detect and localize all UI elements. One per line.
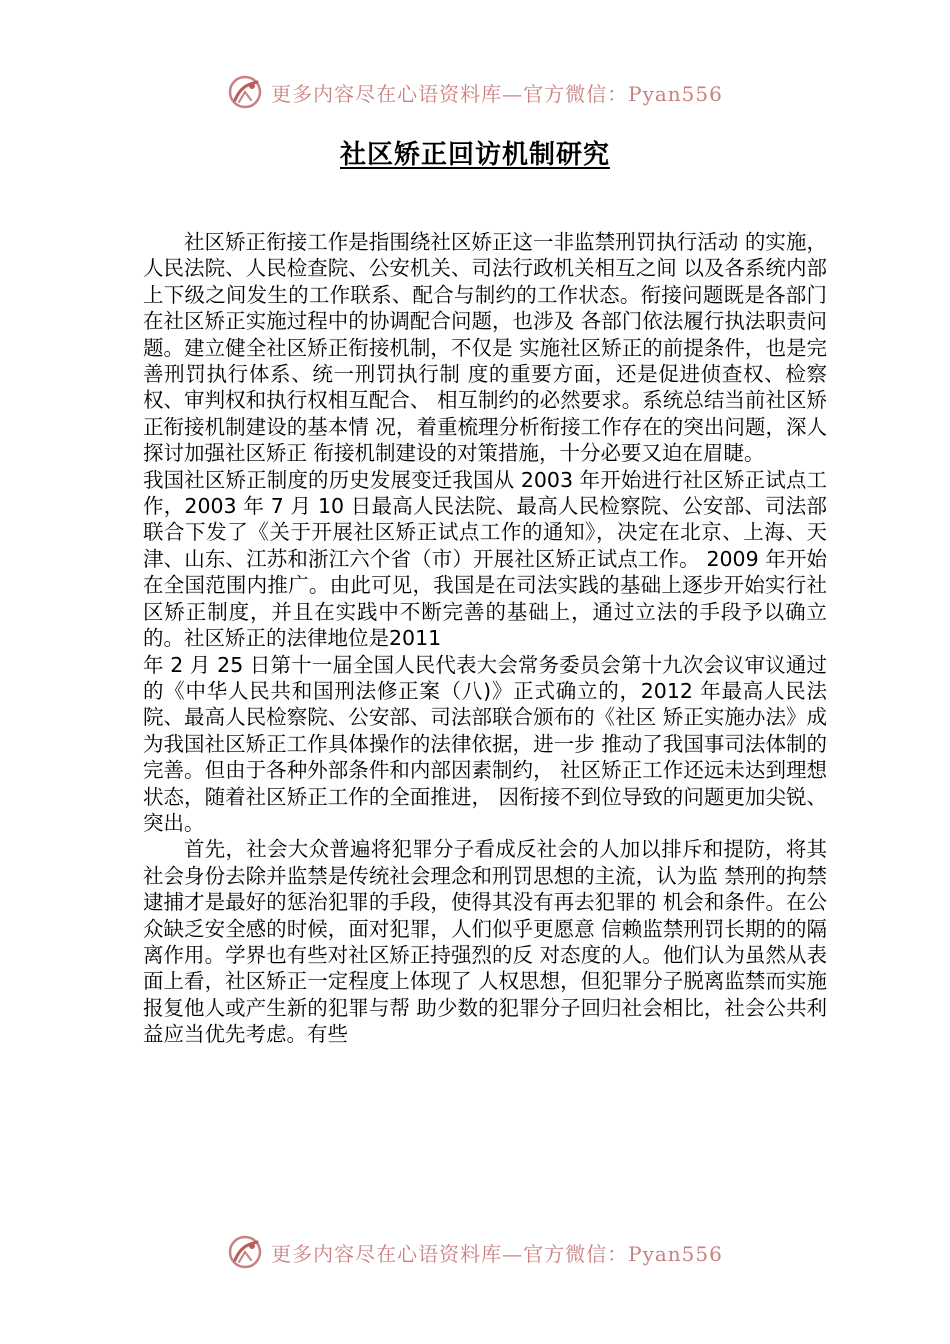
header-watermark xyxy=(0,72,950,112)
paragraph-4: 首先，社会大众普遍将犯罪分子看成反社会的人加以排斥和提防，将其社会身份去除并监禁是传统社会理念和刑罚思想的主流，认为监 禁刑的拘禁逮捕才是最好的惩治犯罪的手段，使得其没有再去犯罪的 机会和条件。在公众缺乏安全感的时候，面对犯罪，人们似乎更愿意 信赖监禁刑罚长期的的隔离作用。学界也有些对社区矫正持强烈的反 对态度的人。他们认为虽然从表面上看，社区矫正一定程度上体现了 人权思想，但犯罪分子脱离监禁而实施报复他人或产生新的犯罪与帮 助少数的犯罪分子回归社会相比，社会公共利益应当优先考虑。有些 xyxy=(143,837,827,1047)
footer-watermark xyxy=(0,1232,950,1272)
document-title: 社区矫正回访机制研究 xyxy=(339,140,610,170)
watermark-text: 更多内容尽在心语资料库—官方微信：Pyan556 xyxy=(271,1241,723,1266)
paragraph-1: 社区矫正衔接工作是指围绕社区娇正这一非监禁刑罚执行活动 的实施，人民法院、人民检查院、公安机关、司法行政机关相互之间 以及各系统内部上下级之间发生的工作联系、配合与制约的工作状态。衔接问题既是各部门在社区矫正实施过程中的协调配合问题，也涉及 各部门依法履行执法职责问题。建立健全社区矫正衔接机制，不仅是 实施社区矫正的前提条件，也是完善刑罚执行体系、统一刑罚执行制 度的重要方面，还是促进侦查权、检察权、审判权和执行权相互配合、 相互制约的必然要求。系统总结当前社区矫正衔接机制建设的基本情 况，着重梳理分析衔接工作存在的突出问题，深人探讨加强社区矫正 衔接机制建设的对策措施，十分必要又迫在眉睫。 xyxy=(143,230,827,466)
watermark-text: 更多内容尽在心语资料库—官方微信：Pyan556 xyxy=(271,81,723,106)
document-body xyxy=(143,229,827,1048)
paragraph-2: 我国社区矫正制度的历史发展变迁我国从 2003 年开始进行社区矫正试点工作，2003 年 7 月 10 日最高人民法院、最高人民检察院、公安部、司法部联合下发了《关于开展社区矫正试点工作的通知》，决定在北京、上海、天津、山东、江苏和浙江六个省（市）开展社区矫正试点工作。 2009 年开始在全国范围内推广。由此可见，我国是在司法实践的基础上逐步开始实行社区矫正制度，并且在实践中不断完善的基础上，通过立法的手段予以确立的。社区矫正的法律地位是2011 xyxy=(143,467,827,651)
ribbon-logo-icon xyxy=(227,1234,263,1270)
ribbon-logo-icon xyxy=(227,74,263,110)
paragraph-3: 年 2 月 25 日第十一届全国人民代表大会常务委员会第十九次会议审议通过的《中华人民共和国刑法修正案（八)》正式确立的，2012 年最高人民法院、最高人民检察院、公安部、司法部联合颁布的《社区 矫正实施办法》成为我国社区矫正工作具体操作的法律依据，进一步 推动了我国事司法体制的完善。但由于各种外部条件和内部因素制约， 社区矫正工作还远未达到理想状态，随着社区矫正工作的全面推进， 因衔接不到位导致的问题更加尖锐、突出。 xyxy=(143,652,827,835)
